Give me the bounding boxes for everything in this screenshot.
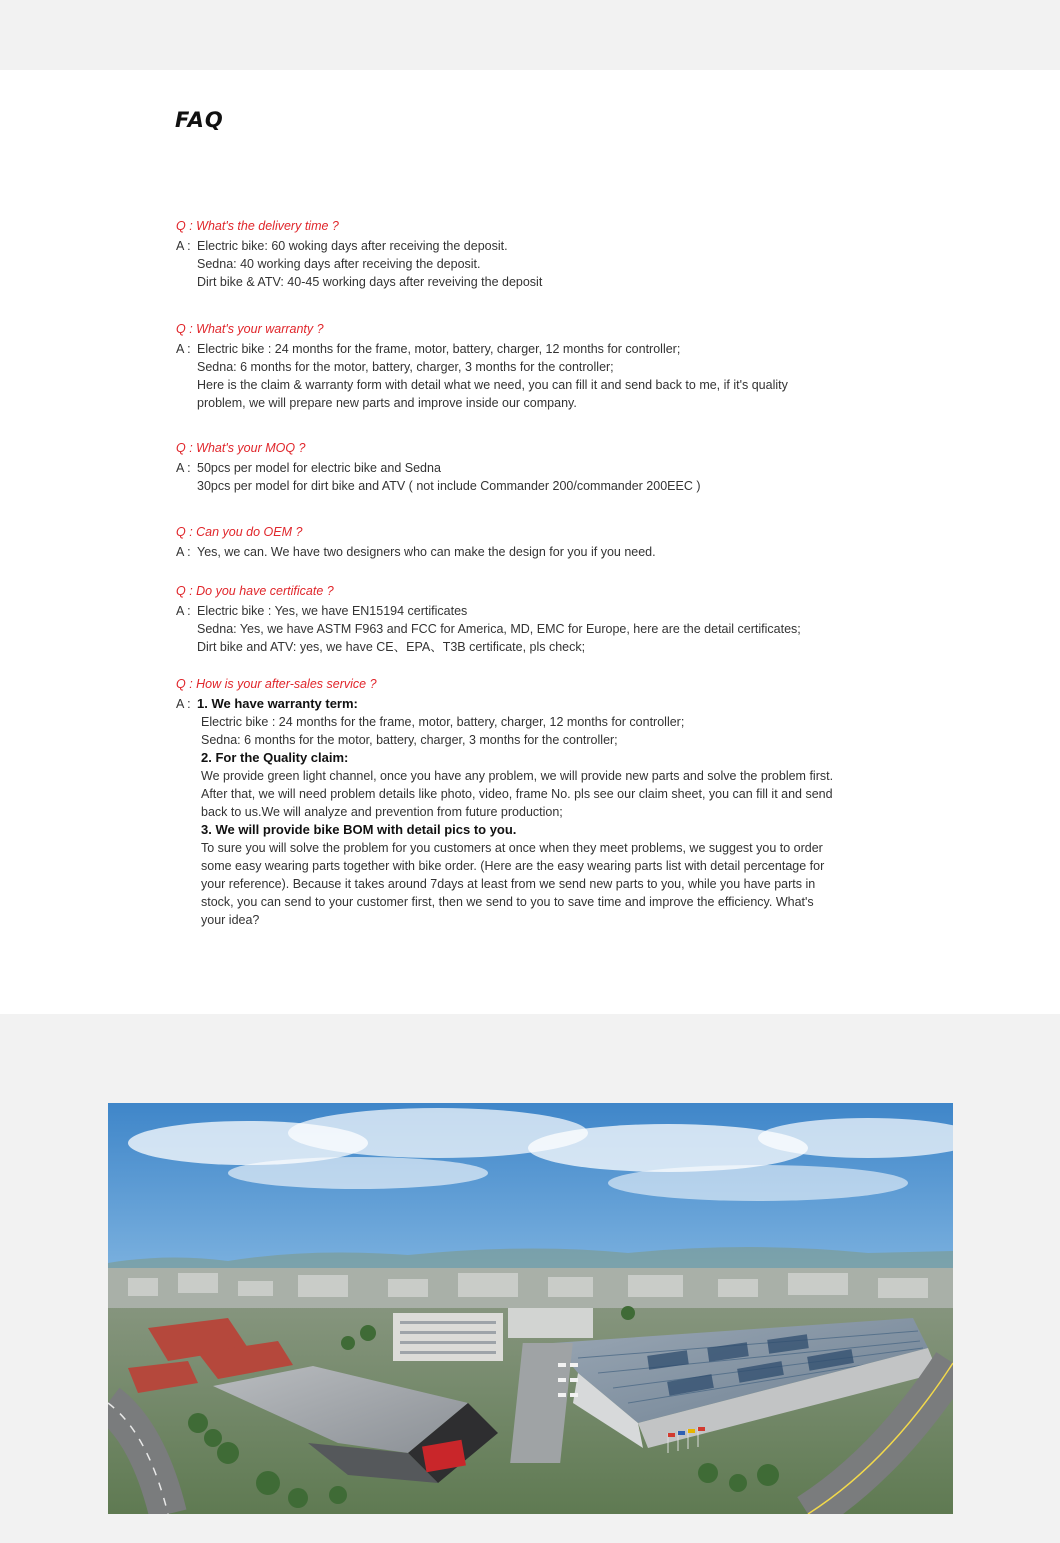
after-sales-heading: 2. For the Quality claim: [201, 750, 349, 765]
faq-item-delivery [176, 217, 896, 291]
answer-line: 30pcs per model for dirt bike and ATV ( not include Commander 200/commander 200EEC ) [197, 479, 701, 493]
factory-aerial-photo [108, 1103, 953, 1514]
factory-illustration [108, 1103, 953, 1514]
answer-line: Dirt bike and ATV: yes, we have CE、EPA、T3B certificate, pls check; [197, 640, 586, 654]
faq-item-warranty [176, 320, 896, 412]
answer-line: Sedna: 6 months for the motor, battery, charger, 3 months for the controller; [197, 360, 614, 374]
answer-line: Here is the claim & warranty form with detail what we need, you can fill it and send back to me, if it's quality [197, 378, 788, 392]
answer-line: We provide green light channel, once you have any problem, we will provide new parts and solve the problem first. [201, 769, 834, 783]
answer-line: Sedna: Yes, we have ASTM F963 and FCC for America, MD, EMC for Europe, here are the detail certificates; [197, 622, 801, 636]
answer-line: your reference). Because it takes around 7days at least from we send new parts to you, while you have parts in [201, 877, 816, 891]
faq-question: Q : What's the delivery time ? [176, 219, 339, 233]
answer-line: Electric bike : Yes, we have EN15194 certificates [197, 604, 468, 618]
faq-answer [176, 340, 896, 412]
answer-label: A : [176, 461, 191, 475]
answer-line: After that, we will need problem details like photo, video, frame No. pls see our claim sheet, you can fill it and send [201, 787, 833, 801]
answer-line: some easy wearing parts together with bike order. (Here are the easy wearing parts list with detail percentage for [201, 859, 825, 873]
answer-line: Electric bike: 60 woking days after receiving the deposit. [197, 239, 508, 253]
faq-question: Q : Do you have certificate ? [176, 584, 334, 598]
answer-label: A : [176, 239, 191, 253]
faq-answer [176, 695, 896, 929]
answer-line: Electric bike : 24 months for the frame, motor, battery, charger, 12 months for controller; [201, 715, 685, 729]
answer-label: A : [176, 604, 191, 618]
answer-line: problem, we will prepare new parts and improve inside our company. [197, 396, 577, 410]
faq-question: Q : What's your warranty ? [176, 322, 324, 336]
answer-line: Electric bike : 24 months for the frame, motor, battery, charger, 12 months for controller; [197, 342, 681, 356]
faq-question: Q : What's your MOQ ? [176, 441, 306, 455]
answer-line: 50pcs per model for electric bike and Sedna [197, 461, 441, 475]
answer-line: Sedna: 6 months for the motor, battery, charger, 3 months for the controller; [201, 733, 618, 747]
faq-question: Q : How is your after-sales service ? [176, 677, 377, 691]
answer-label: A : [176, 697, 191, 711]
faq-answer [176, 543, 896, 561]
after-sales-heading: 1. We have warranty term: [197, 696, 358, 711]
faq-item-oem [176, 523, 896, 561]
answer-line: stock, you can send to your customer first, then we send to you to save time and improve the efficiency. What's [201, 895, 814, 909]
answer-line: your idea? [201, 913, 260, 927]
faq-item-after-sales [176, 675, 896, 929]
faq-answer [176, 237, 896, 291]
answer-label: A : [176, 545, 191, 559]
after-sales-heading: 3. We will provide bike BOM with detail pics to you. [201, 822, 517, 837]
top-band [0, 0, 1060, 70]
answer-line: Yes, we can. We have two designers who can make the design for you if you need. [197, 545, 656, 559]
faq-question: Q : Can you do OEM ? [176, 525, 303, 539]
answer-line: back to us.We will analyze and prevention from future production; [201, 805, 563, 819]
faq-title: FAQ [175, 108, 224, 132]
answer-line: Sedna: 40 working days after receiving the deposit. [197, 257, 481, 271]
faq-answer [176, 602, 896, 656]
answer-line: To sure you will solve the problem for you customers at once when they meet problems, we suggest you to order [201, 841, 823, 855]
answer-line: Dirt bike & ATV: 40-45 working days after reveiving the deposit [197, 275, 543, 289]
faq-answer [176, 459, 896, 495]
faq-item-certificate [176, 582, 896, 656]
answer-label: A : [176, 342, 191, 356]
faq-item-moq [176, 439, 896, 495]
